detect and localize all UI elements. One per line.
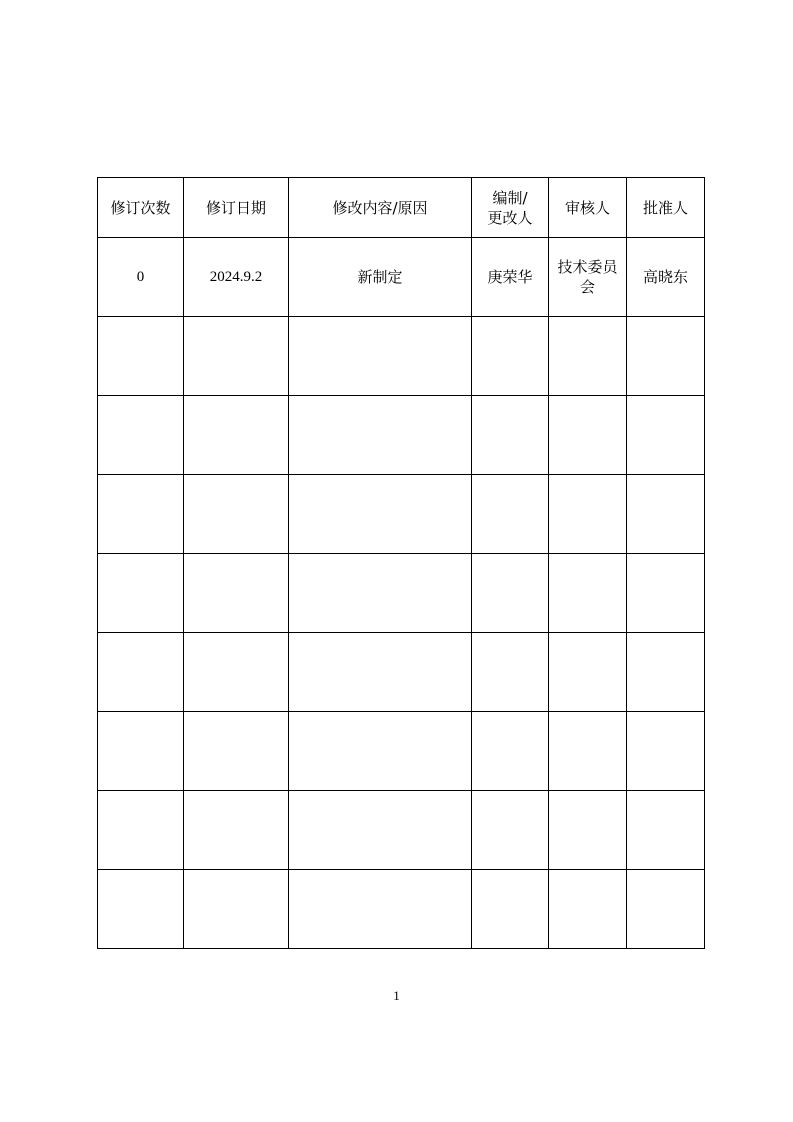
empty-cell — [627, 791, 705, 870]
cell-revision-date: 2024.9.2 — [184, 238, 289, 317]
empty-cell — [627, 712, 705, 791]
empty-cell — [472, 633, 549, 712]
empty-cell — [289, 791, 472, 870]
empty-cell — [549, 633, 627, 712]
cell-reviewer-line2: 会 — [579, 278, 595, 296]
table-row — [98, 870, 705, 949]
empty-cell — [98, 870, 184, 949]
empty-cell — [184, 791, 289, 870]
empty-cell — [184, 317, 289, 396]
empty-cell — [627, 396, 705, 475]
empty-cell — [98, 633, 184, 712]
header-editor-line2: 更改人 — [487, 208, 533, 227]
header-revision-no: 修订次数 — [98, 178, 184, 238]
empty-cell — [549, 317, 627, 396]
empty-cell — [289, 633, 472, 712]
empty-cell — [98, 554, 184, 633]
cell-change-content: 新制定 — [289, 238, 472, 317]
table-row — [98, 238, 705, 317]
table-row — [98, 712, 705, 791]
empty-cell — [98, 791, 184, 870]
empty-cell — [472, 712, 549, 791]
cell-revision-no: 0 — [98, 238, 184, 317]
empty-cell — [98, 712, 184, 791]
table-row — [98, 791, 705, 870]
table-row — [98, 554, 705, 633]
empty-cell — [627, 475, 705, 554]
empty-cell — [472, 554, 549, 633]
empty-cell — [627, 870, 705, 949]
empty-cell — [289, 475, 472, 554]
cell-approver: 高晓东 — [627, 238, 705, 317]
empty-cell — [184, 554, 289, 633]
empty-cell — [184, 396, 289, 475]
empty-cell — [627, 317, 705, 396]
header-editor-line1: 编制/ — [492, 188, 528, 207]
empty-cell — [98, 317, 184, 396]
table-row — [98, 317, 705, 396]
header-reviewer: 审核人 — [549, 178, 627, 238]
header-approver: 批准人 — [627, 178, 705, 238]
empty-cell — [184, 633, 289, 712]
empty-cell — [549, 475, 627, 554]
empty-cell — [549, 791, 627, 870]
header-editor — [472, 178, 549, 238]
empty-cell — [289, 554, 472, 633]
empty-cell — [289, 317, 472, 396]
table-row — [98, 396, 705, 475]
cell-reviewer-line1: 技术委员 — [557, 258, 618, 276]
page-number: 1 — [393, 988, 400, 1003]
empty-cell — [472, 317, 549, 396]
empty-cell — [549, 712, 627, 791]
empty-cell — [549, 554, 627, 633]
empty-cell — [289, 870, 472, 949]
empty-cell — [98, 475, 184, 554]
empty-cell — [627, 633, 705, 712]
empty-cell — [472, 870, 549, 949]
table-row — [98, 475, 705, 554]
cell-reviewer — [549, 238, 627, 317]
header-change-content: 修改内容/原因 — [289, 178, 472, 238]
empty-cell — [627, 554, 705, 633]
cell-editor: 庚荣华 — [472, 238, 549, 317]
empty-cell — [289, 712, 472, 791]
empty-cell — [549, 396, 627, 475]
empty-cell — [472, 396, 549, 475]
empty-cell — [289, 396, 472, 475]
table-row — [98, 633, 705, 712]
table-header-row — [98, 178, 705, 238]
empty-cell — [184, 475, 289, 554]
header-revision-date: 修订日期 — [184, 178, 289, 238]
empty-cell — [472, 791, 549, 870]
empty-cell — [98, 396, 184, 475]
empty-cell — [549, 870, 627, 949]
revision-history-table — [97, 177, 705, 949]
empty-cell — [184, 870, 289, 949]
empty-cell — [472, 475, 549, 554]
empty-cell — [184, 712, 289, 791]
